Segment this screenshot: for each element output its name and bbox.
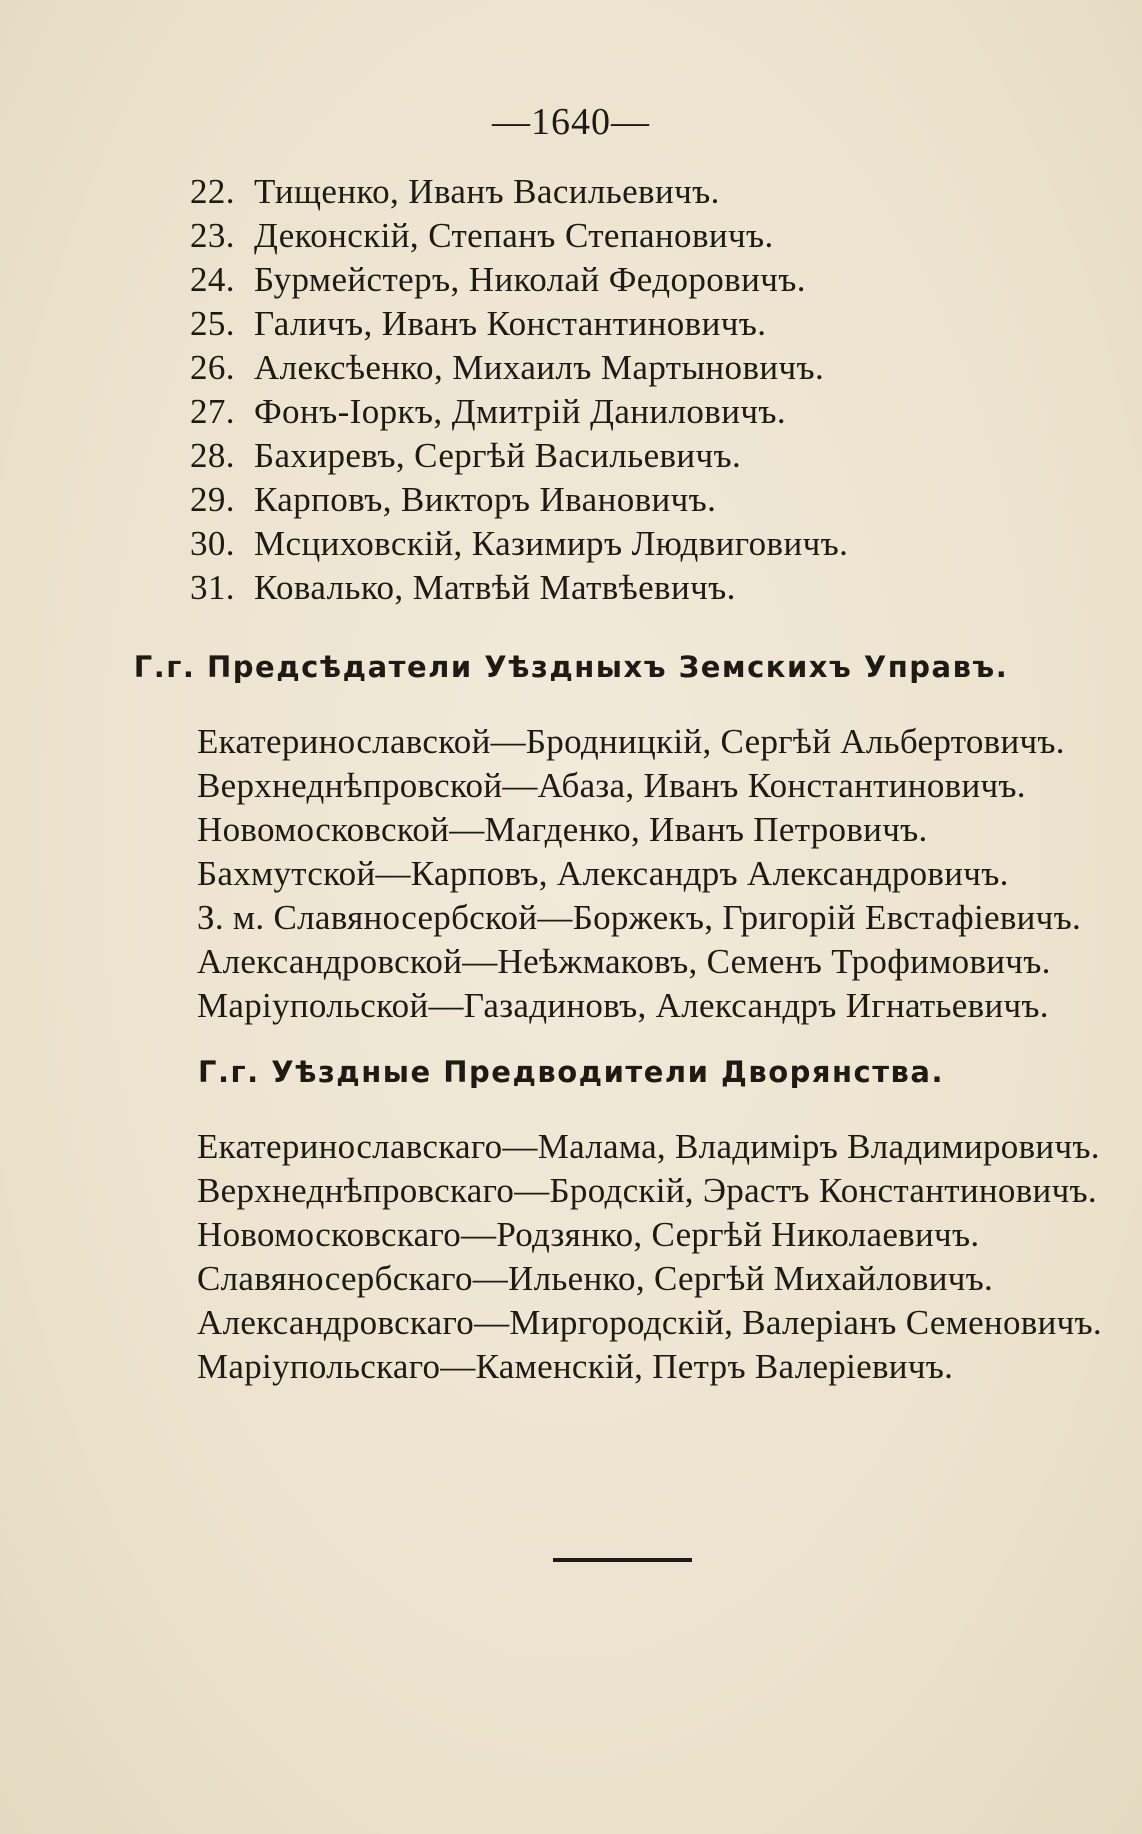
item-name: Бурмейстеръ, Николай Федоровичъ. bbox=[254, 260, 806, 299]
item-number: 26. bbox=[190, 348, 235, 387]
item-name: Ковалько, Матвѣй Матвѣевичъ. bbox=[254, 568, 736, 607]
list-item: Екатеринославской—Бродницкій, Сергѣй Альбертовичъ. bbox=[197, 722, 1065, 761]
item-number: 24. bbox=[190, 260, 235, 299]
members-list bbox=[190, 170, 1090, 610]
item-name: Бахиревъ, Сергѣй Васильевичъ. bbox=[254, 436, 742, 475]
list-item: Екатеринославскаго—Малама, Владиміръ Владимировичъ. bbox=[197, 1127, 1100, 1166]
item-number: 22. bbox=[190, 172, 235, 211]
item-number: 25. bbox=[190, 304, 235, 343]
list-item bbox=[190, 214, 1090, 258]
end-rule bbox=[553, 1558, 692, 1562]
page-number: —1640— bbox=[492, 101, 650, 143]
list-item: Маріупольской—Газадиновъ, Александръ Игнатьевичъ. bbox=[197, 986, 1049, 1025]
list-item bbox=[190, 390, 1090, 434]
item-number: 23. bbox=[190, 216, 235, 255]
list-item: Александровской—Неѣжмаковъ, Семенъ Трофимовичъ. bbox=[197, 942, 1051, 981]
item-name: Карповъ, Викторъ Ивановичъ. bbox=[254, 480, 717, 519]
item-number: 30. bbox=[190, 524, 235, 563]
item-name: Фонъ-Іоркъ, Дмитрій Даниловичъ. bbox=[254, 392, 787, 431]
list-item: Новомосковскаго—Родзянко, Сергѣй Николаевичъ. bbox=[197, 1215, 980, 1254]
section-heading-nobility-marshals: Г.г. Уѣздные Предводители Дворянства. bbox=[198, 1055, 944, 1089]
list-item: Новомосковской—Магденко, Иванъ Петровичъ. bbox=[197, 810, 928, 849]
item-number: 27. bbox=[190, 392, 235, 431]
list-item bbox=[190, 170, 1090, 214]
list-item: Бахмутской—Карповъ, Александръ Александровичъ. bbox=[197, 854, 1009, 893]
list-item bbox=[190, 346, 1090, 390]
list-item: Верхнеднѣпровской—Абаза, Иванъ Константиновичъ. bbox=[197, 766, 1026, 805]
item-name: Тищенко, Иванъ Васильевичъ. bbox=[254, 172, 720, 211]
item-number: 31. bbox=[190, 568, 235, 607]
item-name: Мсциховскій, Казимиръ Людвиговичъ. bbox=[254, 524, 849, 563]
list-item: Славяносербскаго—Ильенко, Сергѣй Михайловичъ. bbox=[197, 1259, 994, 1298]
list-item bbox=[190, 302, 1090, 346]
list-item: Верхнеднѣпровскаго—Бродскій, Эрастъ Константиновичъ. bbox=[197, 1171, 1097, 1210]
list-item bbox=[190, 522, 1090, 566]
list-item bbox=[190, 478, 1090, 522]
list-item bbox=[190, 258, 1090, 302]
list-item: Маріупольскаго—Каменскій, Петръ Валеріевичъ. bbox=[197, 1347, 954, 1386]
item-name: Алексѣенко, Михаилъ Мартыновичъ. bbox=[254, 348, 825, 387]
section-heading-zemstvo-chairmen: Г.г. Предсѣдатели Уѣздныхъ Земскихъ Управъ. bbox=[133, 650, 1009, 684]
list-item: Александровскаго—Миргородскій, Валеріанъ Семеновичъ. bbox=[197, 1303, 1102, 1342]
list-item bbox=[190, 434, 1090, 478]
nobility-marshals-list bbox=[197, 1125, 1117, 1389]
item-name: Деконскій, Степанъ Степановичъ. bbox=[254, 216, 774, 255]
item-number: 29. bbox=[190, 480, 235, 519]
item-name: Галичъ, Иванъ Константиновичъ. bbox=[254, 304, 767, 343]
list-item: З. м. Славяносербской—Боржекъ, Григорій Евстафіевичъ. bbox=[197, 898, 1082, 937]
zemstvo-chairmen-list bbox=[197, 720, 1117, 1028]
list-item bbox=[190, 566, 1090, 610]
item-number: 28. bbox=[190, 436, 235, 475]
